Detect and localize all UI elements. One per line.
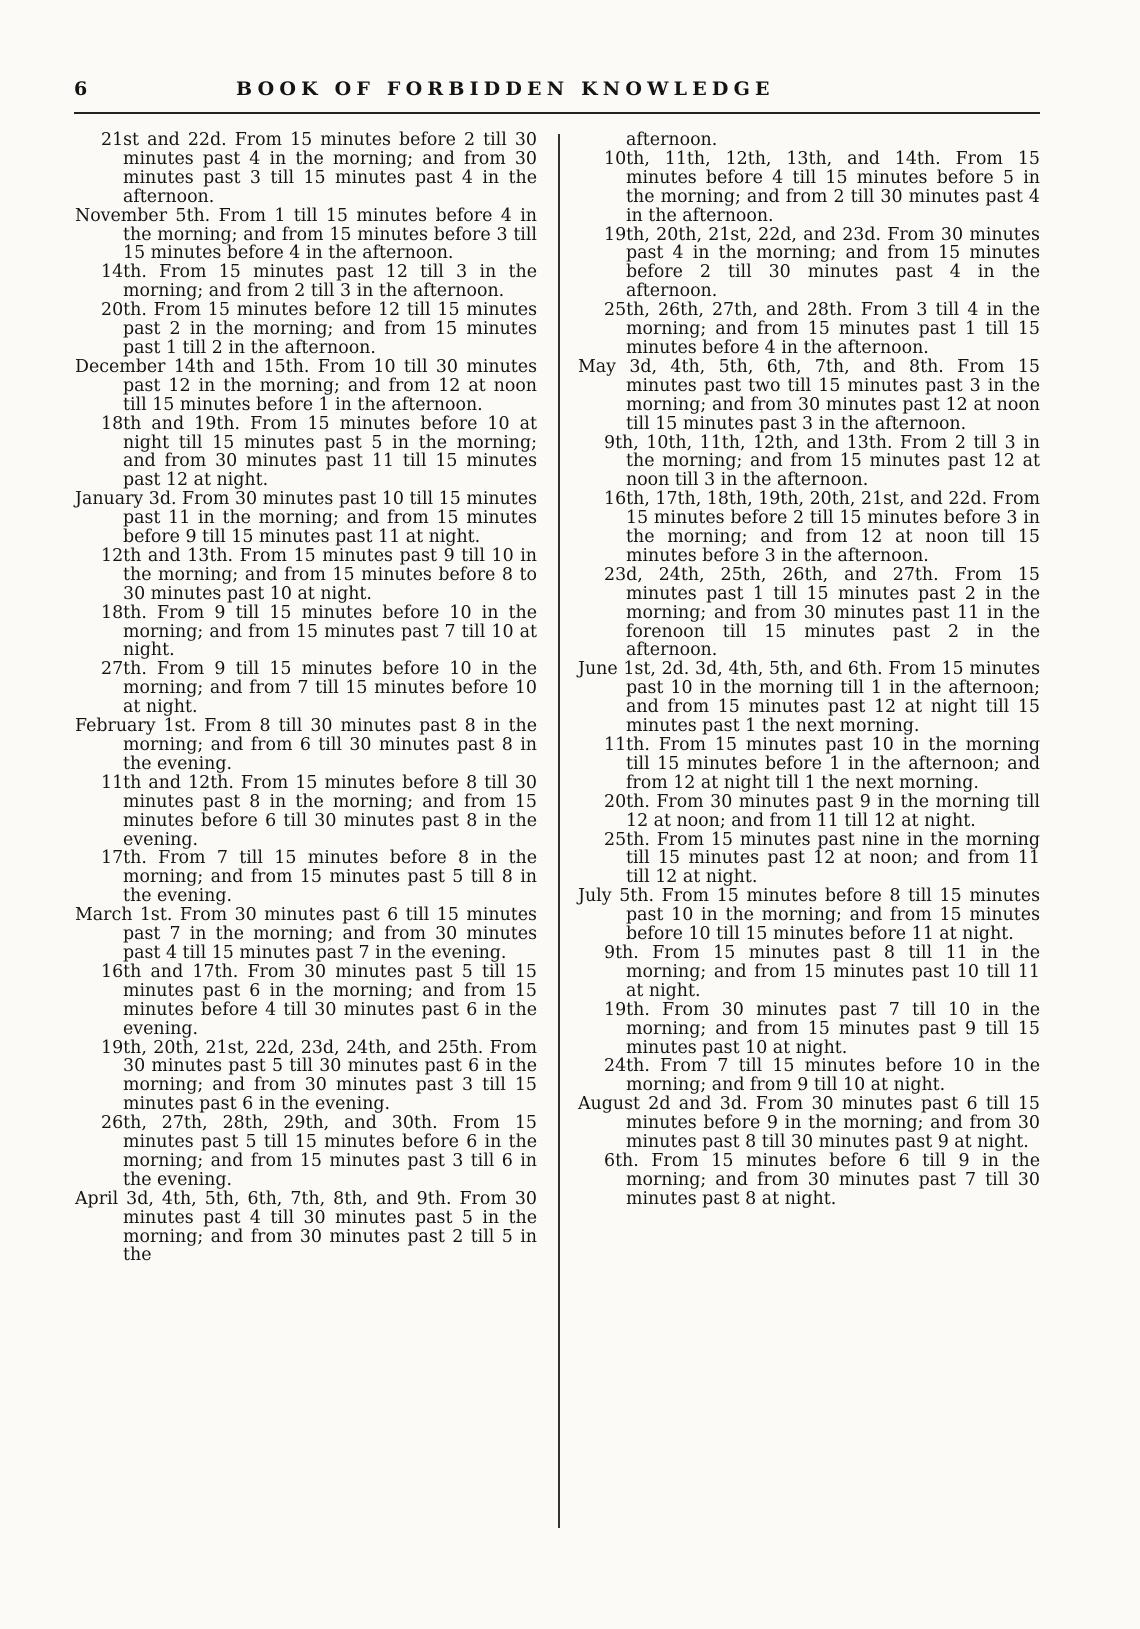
right-column-entry: 20th. From 30 minutes past 9 in the morning till 12 at noon; and from 11 till 12 at night. <box>604 791 1040 831</box>
right-column-entry: 25th. From 15 minutes past nine in the morning till 15 minutes past 12 at noon; and from 11 till 12 at night. <box>604 829 1040 888</box>
right-column-entry: 16th, 17th, 18th, 19th, 20th, 21st, and 22d. From 15 minutes before 2 till 15 minutes before 3 in the morning; and from 12 at noon till 15 minutes before 3 in the afternoon. <box>604 489 1040 566</box>
left-column-entry: 21st and 22d. From 15 minutes before 2 till 30 minutes past 4 in the morning; and from 30 minutes past 3 till 15 minutes past 4 in the afternoon. <box>101 130 537 207</box>
right-column-entry: 19th, 20th, 21st, 22d, and 23d. From 30 minutes past 4 in the morning; and from 15 minutes before 2 till 30 minutes past 4 in the afternoon. <box>604 224 1040 302</box>
left-column-entry: November 5th. From 1 till 15 minutes before 4 in the morning; and from 15 minutes before 3 till 15 minutes before 4 in the afternoon. <box>75 205 537 264</box>
column-divider <box>558 134 560 1528</box>
left-column-entry: 20th. From 15 minutes before 12 till 15 minutes past 2 in the morning; and from 15 minutes past 1 till 2 in the afternoon. <box>101 300 537 358</box>
right-column-entry: June 1st, 2d. 3d, 4th, 5th, and 6th. From 15 minutes past 10 in the morning till 1 in the afternoon; and from 15 minutes past 12 at night till 15 minutes past 1 the next morning. <box>578 659 1040 737</box>
right-column-entry: 6th. From 15 minutes before 6 till 9 in the morning; and from 30 minutes past 7 till 30 minutes past 8 at night. <box>604 1150 1040 1209</box>
right-column-entry: 11th. From 15 minutes past 10 in the morning till 15 minutes before 1 in the afternoon; and from 12 at night till 1 the next morning. <box>604 735 1040 793</box>
right-column-entry: 10th, 11th, 12th, 13th, and 14th. From 15 minutes before 4 till 15 minutes before 5 in the morning; and from 2 till 30 minutes past 4 in the afternoon. <box>604 148 1040 226</box>
left-column-entry: 18th. From 9 till 15 minutes before 10 in the morning; and from 15 minutes past 7 till 10 at night. <box>101 602 537 661</box>
right-column-entry: August 2d and 3d. From 30 minutes past 6 till 15 minutes before 9 in the morning; and from 30 minutes past 8 till 30 minutes past 9 at night. <box>578 1094 1040 1153</box>
right-column-entry: July 5th. From 15 minutes before 8 till 15 minutes past 10 in the morning; and from 15 minutes before 10 till 15 minutes before 11 at night. <box>578 886 1040 945</box>
right-column-entry: 19th. From 30 minutes past 7 till 10 in the morning; and from 15 minutes past 9 till 15 minutes past 10 at night. <box>604 999 1040 1058</box>
right-column-entry: 9th, 10th, 11th, 12th, and 13th. From 2 till 3 in the morning; and from 15 minutes past 12 at noon till 3 in the afternoon. <box>604 432 1040 491</box>
right-column-entry: 25th, 26th, 27th, and 28th. From 3 till 4 in the morning; and from 15 minutes past 1 till 15 minutes before 4 in the afternoon. <box>604 300 1040 358</box>
right-column <box>578 131 1040 1209</box>
left-column-entry: 27th. From 9 till 15 minutes before 10 in the morning; and from 7 till 15 minutes before 10 at night. <box>101 659 537 718</box>
left-column-entry: 26th, 27th, 28th, 29th, and 30th. From 15 minutes past 5 till 15 minutes before 6 in the morning; and from 15 minutes past 3 till 6 in the evening. <box>101 1113 537 1190</box>
left-column-entry: 17th. From 7 till 15 minutes before 8 in the morning; and from 15 minutes past 5 till 8 in the evening. <box>101 848 537 907</box>
header-rule <box>74 112 1040 114</box>
right-column-entry: afternoon. <box>626 130 718 150</box>
right-column-entry: May 3d, 4th, 5th, 6th, 7th, and 8th. From 15 minutes past two till 15 minutes past 3 in the morning; and from 30 minutes past 12 at noon till 15 minutes past 3 in the afternoon. <box>578 356 1040 434</box>
right-column-entry: 23d, 24th, 25th, 26th, and 27th. From 15 minutes past 1 till 15 minutes past 2 in the morning; and from 30 minutes past 11 in the forenoon till 15 minutes past 2 in the afternoon. <box>604 564 1040 661</box>
page-number: 6 <box>74 78 88 100</box>
left-column-entry: 11th and 12th. From 15 minutes before 8 till 30 minutes past 8 in the morning; and from 15 minutes before 6 till 30 minutes past 8 in the evening. <box>101 772 537 850</box>
left-column-entry: 19th, 20th, 21st, 22d, 23d, 24th, and 25th. From 30 minutes past 5 till 30 minutes past 6 in the morning; and from 30 minutes past 3 till 15 minutes past 6 in the evening. <box>101 1037 537 1115</box>
left-column-entry: 18th and 19th. From 15 minutes before 10 at night till 15 minutes past 5 in the morning; and from 30 minutes past 11 till 15 minutes past 12 at night. <box>101 413 537 491</box>
right-column-entry: 9th. From 15 minutes past 8 till 11 in the morning; and from 15 minutes past 10 till 11 at night. <box>604 942 1040 1001</box>
left-column-entry: February 1st. From 8 till 30 minutes past 8 in the morning; and from 6 till 30 minutes past 8 in the evening. <box>75 716 537 774</box>
left-column-entry: 14th. From 15 minutes past 12 till 3 in the morning; and from 2 till 3 in the afternoon. <box>101 262 537 302</box>
running-title: BOOK OF FORBIDDEN KNOWLEDGE <box>236 78 775 100</box>
left-column-entry: 12th and 13th. From 15 minutes past 9 till 10 in the morning; and from 15 minutes before 8 to 30 minutes past 10 at night. <box>101 545 537 604</box>
left-column-entry: April 3d, 4th, 5th, 6th, 7th, 8th, and 9th. From 30 minutes past 4 till 30 minutes past 5 in the morning; and from 30 minutes past 2 till 5 in the <box>75 1188 537 1266</box>
page-header <box>74 78 1040 108</box>
left-column-entry: January 3d. From 30 minutes past 10 till 15 minutes past 11 in the morning; and from 15 minutes before 9 till 15 minutes past 11 at night. <box>75 489 537 548</box>
right-column-entry: 24th. From 7 till 15 minutes before 10 in the morning; and from 9 till 10 at night. <box>604 1056 1040 1096</box>
left-column-entry: 16th and 17th. From 30 minutes past 5 till 15 minutes past 6 in the morning; and from 15 minutes before 4 till 30 minutes past 6 in the evening. <box>101 961 537 1039</box>
left-column <box>75 131 537 1265</box>
left-column-entry: March 1st. From 30 minutes past 6 till 15 minutes past 7 in the morning; and from 30 minutes past 4 till 15 minutes past 7 in the evening. <box>75 905 537 963</box>
left-column-entry: December 14th and 15th. From 10 till 30 minutes past 12 in the morning; and from 12 at noon till 15 minutes before 1 in the afternoon. <box>75 356 537 415</box>
